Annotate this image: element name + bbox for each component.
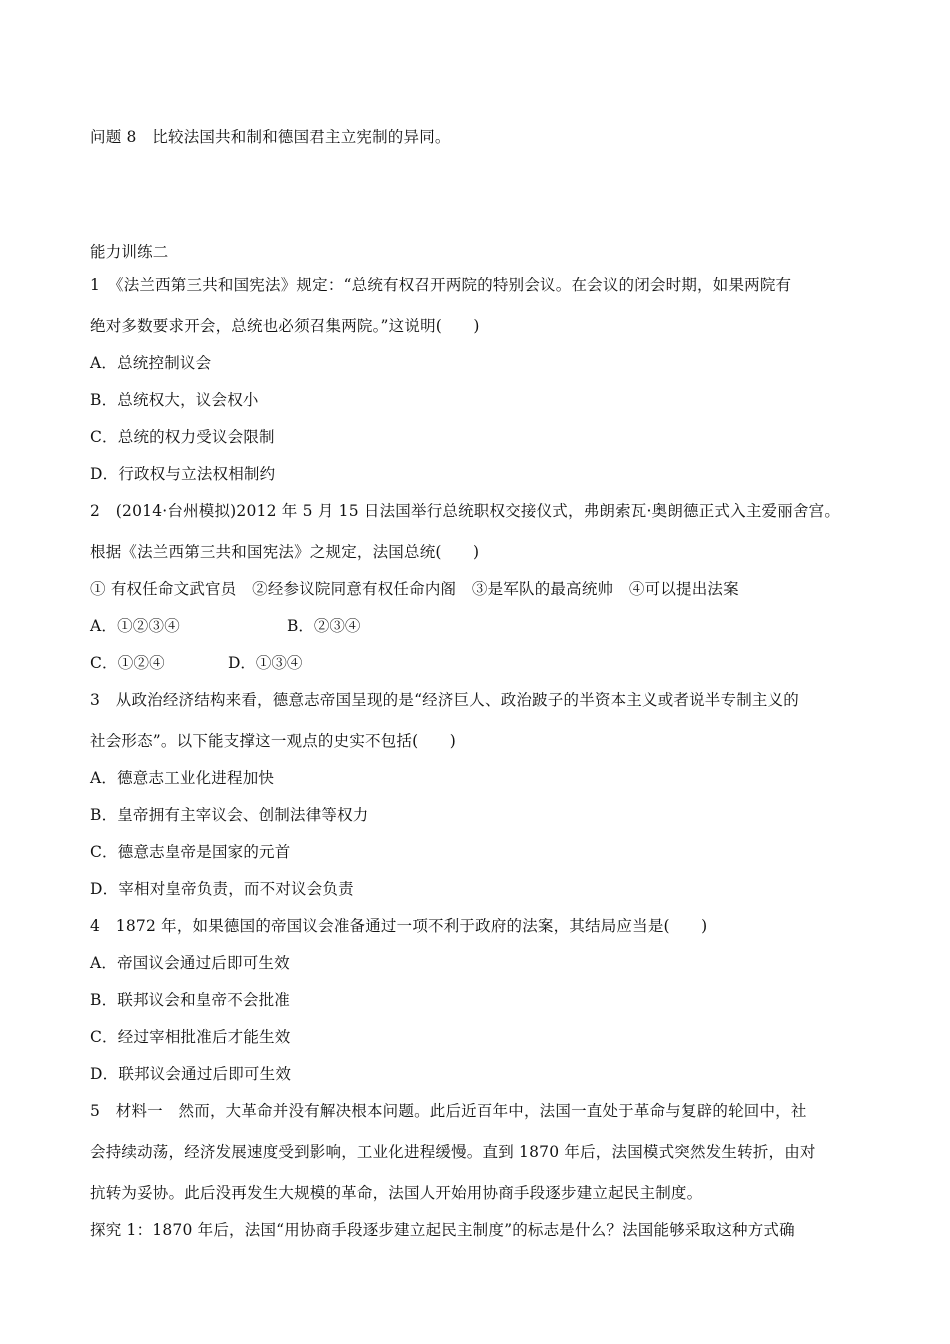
q3-stem-line2: 社会形态”。以下能支撑这一观点的史实不包括( ) [90, 732, 457, 750]
q1-option-c: C．总统的权力受议会限制 [90, 428, 275, 446]
q1-stem-line1: 1 《法兰西第三共和国宪法》规定：“总统有权召开两院的特别会议。在会议的闭会时期，如果两院有 [90, 276, 792, 294]
q5-explore-1: 探究 1：1870 年后，法国“用协商手段逐步建立起民主制度”的标志是什么？法国能够采取这种方式确 [90, 1221, 795, 1239]
q5-material-line3: 抗转为妥协。此后没再发生大规模的革命，法国人开始用协商手段逐步建立起民主制度。 [90, 1184, 703, 1202]
q5-material-line1: 5 材料一 然而，大革命并没有解决根本问题。此后近百年中，法国一直处于革命与复辟的轮回中，社 [90, 1102, 807, 1120]
q5-material-line2: 会持续动荡，经济发展速度受到影响，工业化进程缓慢。直到 1870 年后，法国模式突然发生转折，由对 [90, 1143, 816, 1161]
q4-option-d: D．联邦议会通过后即可生效 [90, 1065, 292, 1083]
q1-option-b: B．总统权大，议会权小 [90, 391, 259, 409]
q3-option-a: A．德意志工业化进程加快 [90, 769, 275, 787]
question-8: 问题 8 比较法国共和制和德国君主立宪制的异同。 [90, 128, 451, 146]
q1-stem-line2: 绝对多数要求开会，总统也必须召集两院。”这说明( ) [90, 317, 480, 335]
q2-statements: ① 有权任命文武官员 ②经参议院同意有权任命内阁 ③是军队的最高统帅 ④可以提出法案 [90, 580, 739, 598]
q2-option-a: A．①②③④ [90, 617, 180, 635]
q4-option-b: B．联邦议会和皇帝不会批准 [90, 991, 290, 1009]
q1-option-d: D．行政权与立法权相制约 [90, 465, 276, 483]
q2-option-b: B．②③④ [287, 617, 361, 635]
q3-option-c: C．德意志皇帝是国家的元首 [90, 843, 291, 861]
q2-option-c: C．①②④ [90, 654, 165, 672]
q4-stem-line1: 4 1872 年，如果德国的帝国议会准备通过一项不利于政府的法案，其结局应当是( ) [90, 917, 708, 935]
q2-option-d: D．①③④ [228, 654, 303, 672]
q4-option-a: A．帝国议会通过后即可生效 [90, 954, 290, 972]
q1-option-a: A．总统控制议会 [90, 354, 212, 372]
q2-stem-line1: 2 (2014·台州模拟)2012 年 5 月 15 日法国举行总统职权交接仪式，弗朗索瓦·奥朗德正式入主爱丽舍宫。 [90, 502, 841, 520]
q3-stem-line1: 3 从政治经济结构来看，德意志帝国呈现的是“经济巨人、政治跛子的半资本主义或者说半专制主义的 [90, 691, 799, 709]
q3-option-d: D．宰相对皇帝负责，而不对议会负责 [90, 880, 354, 898]
q2-stem-line2: 根据《法兰西第三共和国宪法》之规定，法国总统( ) [90, 543, 480, 561]
q3-option-b: B．皇帝拥有主宰议会、创制法律等权力 [90, 806, 369, 824]
q4-option-c: C．经过宰相批准后才能生效 [90, 1028, 291, 1046]
section-title: 能力训练二 [90, 243, 169, 261]
